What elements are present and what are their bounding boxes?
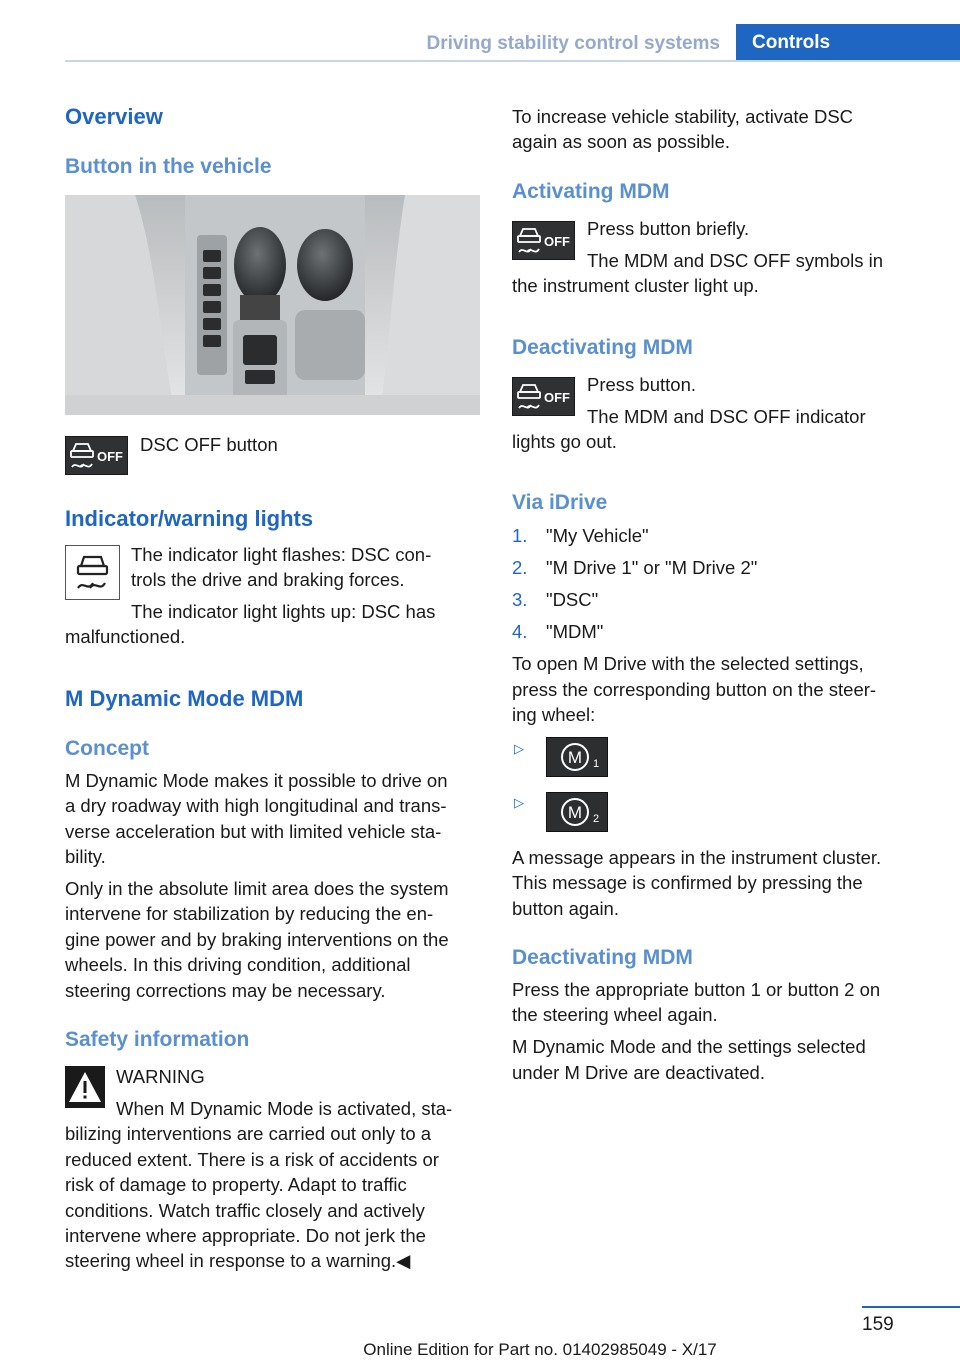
step-2-text: "M Drive 1" or "M Drive 2": [546, 557, 758, 578]
limit-line4: wheels. In this driving condition, additional: [65, 954, 411, 975]
press-line2: the steering wheel again.: [512, 1004, 718, 1025]
indicator-up-line2: malfunctioned.: [65, 626, 186, 647]
activate-line2: the instrument cluster light up.: [512, 275, 759, 296]
open-mdrive-line1: To open M Drive with the selected settings,: [512, 653, 864, 674]
bullet-triangle: ▷: [514, 795, 524, 810]
activate-press-text: Press button briefly.: [587, 218, 750, 239]
indicator-up-line1: The indicator light lights up: DSC has: [131, 601, 436, 622]
step-4-text: "MDM": [546, 621, 604, 642]
deactivate-press-text: Press button.: [587, 374, 697, 395]
running-header-tab: Controls: [736, 24, 960, 62]
concept-line1: M Dynamic Mode makes it possible to drive on: [65, 770, 448, 791]
m2-button-icon: [546, 792, 608, 832]
heading-safety-information: Safety information: [65, 1028, 250, 1051]
limit-line2: intervene for stabilization by reducing the en‐: [65, 903, 434, 924]
step-4-number: 4.: [512, 621, 528, 642]
step-1-number: 1.: [512, 525, 528, 546]
heading-button-in-vehicle: Button in the vehicle: [65, 155, 272, 178]
step-3-number: 3.: [512, 589, 528, 610]
message-line3: button again.: [512, 898, 619, 919]
limit-line3: gine power and by braking interventions on the: [65, 929, 449, 950]
press-line1: Press the appropriate button 1 or button 2 on: [512, 979, 881, 1000]
open-mdrive-line2: press the corresponding button on the steer‐: [512, 679, 877, 700]
svg-text:M: M: [567, 803, 583, 822]
warning-line7: steering wheel in response to a warning.◀: [65, 1250, 411, 1271]
warning-line4: risk of damage to property. Adapt to traffic: [65, 1174, 407, 1195]
center-console-photo: [65, 195, 480, 415]
bullet-triangle: ▷: [514, 741, 524, 756]
heading-overview: Overview: [65, 104, 163, 129]
step-2-number: 2.: [512, 557, 528, 578]
dsc-off-icon-deactivate: [512, 377, 575, 416]
warning-line3: reduced extent. There is a risk of accidents or: [65, 1149, 439, 1170]
heading-deactivating-mdm-2: Deactivating MDM: [512, 946, 693, 969]
final-line2: under M Drive are deactivated.: [512, 1062, 765, 1083]
header-rule: [65, 60, 960, 62]
svg-text:M: M: [567, 748, 583, 767]
heading-via-idrive: Via iDrive: [512, 491, 608, 514]
footer-edition: Online Edition for Part no. 01402985049 - X/17: [363, 1340, 717, 1359]
step-1-text: "My Vehicle": [546, 525, 649, 546]
heading-indicator-warning: Indicator/warning lights: [65, 506, 314, 531]
indicator-flash-line1: The indicator light flashes: DSC con‐: [131, 544, 432, 565]
dsc-indicator-icon: [65, 545, 120, 600]
open-mdrive-line3: ing wheel:: [512, 704, 596, 725]
warning-line2: bilizing interventions are carried out only to a: [65, 1123, 432, 1144]
deactivate-line2: lights go out.: [512, 431, 617, 452]
message-line1: A message appears in the instrument cluster.: [512, 847, 882, 868]
warning-label: WARNING: [116, 1066, 205, 1087]
limit-line5: steering corrections may be necessary.: [65, 980, 386, 1001]
heading-concept: Concept: [65, 737, 149, 760]
dsc-off-icon-activate: [512, 221, 575, 260]
warning-line1: When M Dynamic Mode is activated, sta‐: [116, 1098, 453, 1119]
off-text: OFF: [544, 390, 570, 405]
stability-line1: To increase vehicle stability, activate DSC: [512, 106, 854, 127]
m1-button-icon: [546, 737, 608, 777]
off-text: OFF: [97, 449, 123, 464]
off-text: OFF: [544, 234, 570, 249]
dsc-off-icon: [65, 436, 128, 475]
concept-line2: a dry roadway with high longitudinal and trans‐: [65, 795, 447, 816]
heading-deactivating-mdm: Deactivating MDM: [512, 336, 693, 359]
activate-line1: The MDM and DSC OFF symbols in: [587, 250, 884, 271]
m1-subscript: 1: [593, 758, 600, 770]
running-header-section: Driving stability control systems: [426, 33, 720, 54]
final-line1: M Dynamic Mode and the settings selected: [512, 1036, 866, 1057]
heading-activating-mdm: Activating MDM: [512, 180, 670, 203]
message-line2: This message is confirmed by pressing the: [512, 872, 863, 893]
dsc-off-button-label: DSC OFF button: [140, 434, 278, 455]
footer-rule: [862, 1306, 960, 1308]
page-number: 159: [862, 1314, 894, 1335]
warning-line6: intervene where appropriate. Do not jerk the: [65, 1225, 426, 1246]
limit-line1: Only in the absolute limit area does the system: [65, 878, 449, 899]
m2-subscript: 2: [593, 813, 600, 825]
step-3-text: "DSC": [546, 589, 599, 610]
stability-line2: again as soon as possible.: [512, 131, 731, 152]
indicator-flash-line2: trols the drive and braking forces.: [131, 569, 405, 590]
warning-triangle-icon: [65, 1066, 105, 1108]
concept-line4: bility.: [65, 846, 106, 867]
warning-line5: conditions. Watch traffic closely and actively: [65, 1200, 425, 1221]
heading-mdm: M Dynamic Mode MDM: [65, 686, 304, 711]
concept-line3: verse acceleration but with limited vehicle sta‐: [65, 821, 442, 842]
deactivate-line1: The MDM and DSC OFF indicator: [587, 406, 866, 427]
